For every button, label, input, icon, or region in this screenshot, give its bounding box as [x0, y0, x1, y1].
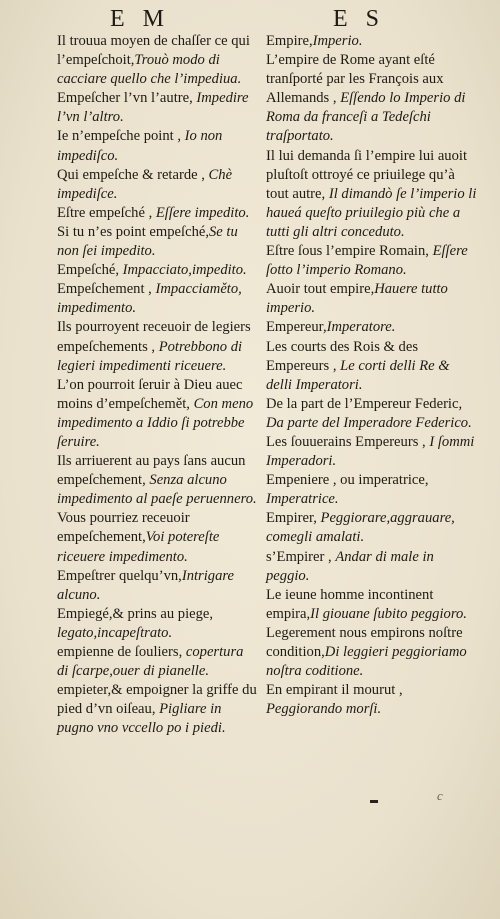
italian-gloss: I ſommi Imperadori. — [266, 433, 475, 470]
italian-gloss: Con meno impedimento a Iddio ſi potrebbe ſeruire. — [57, 395, 254, 450]
dictionary-entry — [266, 280, 478, 318]
french-text: Empeſcher l’vn l’autre, — [57, 90, 197, 107]
italian-gloss: Il dimandò ſe l’imperio li haueá queſto priuilegio più che a tutti gli altri conceduto. — [266, 185, 477, 240]
dictionary-entry — [266, 395, 478, 433]
dictionary-entry — [266, 624, 478, 681]
running-head-left: E M — [110, 6, 170, 32]
french-text: Les courts des Rois & des Empereurs , — [266, 338, 419, 374]
italian-gloss: Eſſere impedito. — [155, 204, 250, 221]
french-text: Si tu n’es point empeſché, — [57, 223, 209, 240]
left-column — [57, 32, 257, 738]
dictionary-entry — [57, 605, 257, 643]
dictionary-entry — [266, 318, 478, 337]
dictionary-entry — [266, 32, 478, 51]
dictionary-entry — [57, 89, 257, 127]
dictionary-entry — [57, 280, 257, 318]
italian-gloss: Intrigare alcuno. — [57, 567, 234, 603]
french-text: Il lui demanda ſi l’empire lui auoit pluſtoſt ottroyé ce priuilege qu’à tout autre, — [266, 147, 468, 202]
dictionary-entry — [57, 452, 257, 509]
french-text: s’Empirer , — [266, 548, 336, 565]
dictionary-entry — [57, 376, 257, 452]
dictionary-entry — [57, 127, 257, 165]
italian-gloss: Trouò modo di cacciare quello che l’impediua. — [57, 52, 242, 88]
italian-gloss: Peggiorando morſi. — [266, 701, 382, 718]
french-text: Empiegé,& prins au piege, — [57, 605, 214, 622]
french-text: En empirant il mourut , — [266, 682, 403, 699]
italian-gloss: Peggiorare,aggrauare, comegli amalati. — [266, 510, 455, 546]
french-text: Empeſché, — [57, 262, 123, 279]
dictionary-entry — [57, 223, 257, 261]
dictionary-entry — [57, 32, 257, 89]
french-text: Le ieune homme incontinent empira, — [266, 586, 434, 622]
footer-mark: c — [437, 788, 443, 803]
french-text: empienne de ſouliers, — [57, 644, 186, 660]
right-column — [266, 32, 478, 719]
italian-gloss: Pigliare in pugno vno vccello po i piedi. — [57, 701, 226, 737]
italian-gloss: Eſſendo lo Imperio di Roma da franceſi a Tedeſchi traſportato. — [266, 90, 466, 145]
italian-gloss: Hauere tutto imperio. — [266, 281, 448, 317]
italian-gloss: Le corti delli Re & delli Imperatori. — [266, 357, 450, 393]
italian-gloss: copertura di ſcarpe,ouer di pianelle. — [57, 644, 244, 680]
french-text: Legerement nous empirons noſtre condition, — [266, 624, 463, 660]
dictionary-entry — [57, 204, 257, 223]
dictionary-entry — [57, 681, 257, 738]
dictionary-entry — [57, 166, 257, 204]
italian-gloss: Io non impediſco. — [57, 128, 223, 164]
dictionary-entry — [57, 509, 257, 566]
dictionary-entry — [266, 509, 478, 547]
french-text: Eſtre ſous l’empire Romain, — [266, 243, 433, 260]
italian-gloss: Il giouane ſubito peggioro. — [310, 605, 467, 622]
french-text: Empirer, — [266, 510, 321, 527]
french-text: De la part de l’Empereur Federic, — [266, 395, 463, 412]
italian-gloss: Impacciato,impedito. — [122, 262, 247, 279]
italian-gloss: Chè impediſce. — [57, 166, 233, 202]
french-text: L’empire de Rome ayant eſté tranſporté par les François aux Allemands , — [266, 52, 444, 107]
french-text: Empeniere , ou imperatrice, — [266, 472, 429, 489]
italian-gloss: Se tu non ſei impedito. — [57, 223, 238, 260]
italian-gloss: Imperio. — [312, 33, 363, 49]
dictionary-entry — [57, 318, 257, 375]
french-text: Il trouua moyen de chaſſer ce qui l’empeſchoit, — [57, 33, 250, 69]
dictionary-entry — [266, 338, 478, 395]
dictionary-entry — [266, 471, 478, 509]
french-text: Empire, — [266, 33, 313, 49]
dictionary-entry — [57, 643, 257, 681]
page-footer — [0, 788, 500, 820]
dictionary-entry — [266, 548, 478, 586]
french-text: empieter,& empoigner la griffe du pied d’vn oiſeau, — [57, 682, 257, 718]
running-head-right: E S — [333, 6, 386, 32]
french-text: Empeſchement , — [57, 281, 156, 298]
dictionary-entry — [57, 567, 257, 605]
french-text: Ie n’empeſche point , — [57, 128, 185, 145]
french-text: Empeſtrer quelqu’vn, — [57, 567, 182, 584]
italian-gloss: Da parte del Imperadore Federico. — [266, 414, 472, 431]
italian-gloss: Andar di male in peggio. — [266, 548, 434, 584]
french-text: Les ſouuerains Empereurs , — [266, 433, 430, 450]
dictionary-entry — [266, 681, 478, 719]
dictionary-entry — [266, 242, 478, 280]
italian-gloss: Eſſere ſotto l’imperio Romano. — [266, 243, 468, 279]
french-text: Ils arriuerent au pays ſans aucun empeſchement, — [57, 453, 246, 489]
italian-gloss: legato,incapeſtrato. — [57, 624, 173, 641]
italian-gloss: Impacciaměto, impedimento. — [57, 281, 242, 317]
italian-gloss: Voi potereſte riceuere impedimento. — [57, 529, 220, 565]
french-text: Vous pourriez receuoir empeſchement, — [57, 510, 190, 546]
french-text: Empereur, — [266, 319, 327, 336]
dictionary-entry — [266, 433, 478, 471]
italian-gloss: Senza alcuno impedimento al paeſe peruennero. — [57, 472, 257, 508]
french-text: Qui empeſche & retarde , — [57, 166, 209, 183]
italian-gloss: Imperatore. — [326, 319, 396, 336]
italian-gloss: Potrebbono di legieri impedimenti riceuere. — [57, 338, 243, 374]
dictionary-entry — [266, 51, 478, 146]
footer-dash — [370, 800, 378, 803]
italian-gloss: Di leggieri peggioriamo noſtra coditione. — [266, 644, 467, 680]
french-text: L’on pourroit ſeruir à Dieu auec moins d’empeſchemět, — [57, 376, 243, 412]
french-text: Eſtre empeſché , — [57, 204, 156, 221]
french-text: Ils pourroyent receuoir de legiers empeſchements , — [57, 319, 251, 355]
italian-gloss: Imperatrice. — [266, 491, 339, 508]
french-text: Auoir tout empire, — [266, 281, 375, 298]
dictionary-entry — [266, 147, 478, 242]
italian-gloss: Impedire l’vn l’altro. — [57, 90, 249, 126]
dictionary-entry — [266, 586, 478, 624]
dictionary-entry — [57, 261, 257, 280]
